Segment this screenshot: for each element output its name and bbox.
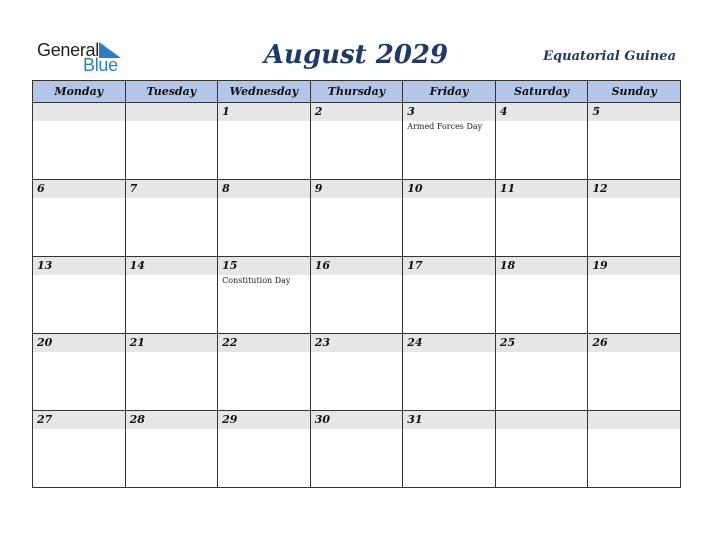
- day-number: 9: [311, 180, 403, 198]
- day-cell[interactable]: [125, 334, 218, 411]
- day-cell[interactable]: [495, 257, 588, 334]
- calendar-grid: [32, 80, 681, 488]
- day-cell[interactable]: [218, 334, 311, 411]
- day-cell[interactable]: [403, 257, 496, 334]
- weekday-header: Tuesday: [125, 81, 218, 103]
- day-number: 10: [403, 180, 495, 198]
- day-number: 1: [218, 103, 310, 121]
- weekday-header: Friday: [403, 81, 496, 103]
- day-cell[interactable]: [125, 257, 218, 334]
- day-number: 8: [218, 180, 310, 198]
- day-cell[interactable]: [403, 334, 496, 411]
- day-number: 29: [218, 411, 310, 429]
- day-cell[interactable]: [33, 334, 126, 411]
- day-cell[interactable]: [310, 257, 403, 334]
- day-cell[interactable]: [218, 411, 311, 488]
- day-number: 12: [588, 180, 680, 198]
- day-cell[interactable]: [588, 334, 681, 411]
- day-cell[interactable]: [588, 411, 681, 488]
- day-number: 21: [126, 334, 218, 352]
- logo-text-general: General: [37, 40, 99, 60]
- day-number: 31: [403, 411, 495, 429]
- day-number: 2: [311, 103, 403, 121]
- holiday-label: Constitution Day: [222, 276, 291, 285]
- day-number: 15: [218, 257, 310, 275]
- day-cell[interactable]: [403, 411, 496, 488]
- day-number: 14: [126, 257, 218, 275]
- day-number: 6: [33, 180, 125, 198]
- day-cell[interactable]: [33, 257, 126, 334]
- day-cell[interactable]: [33, 103, 126, 180]
- day-cell[interactable]: [310, 180, 403, 257]
- day-cell[interactable]: [218, 103, 311, 180]
- day-number: 25: [496, 334, 588, 352]
- day-number: [496, 411, 588, 429]
- day-cell[interactable]: [403, 180, 496, 257]
- day-cell[interactable]: [495, 334, 588, 411]
- weekday-header: Wednesday: [218, 81, 311, 103]
- day-cell[interactable]: [33, 180, 126, 257]
- day-number: 3: [403, 103, 495, 121]
- day-cell[interactable]: [495, 180, 588, 257]
- logo-text-blue: Blue: [83, 55, 118, 75]
- week-row: [33, 103, 681, 180]
- day-cell[interactable]: [218, 257, 311, 334]
- weekday-header: Saturday: [495, 81, 588, 103]
- day-cell[interactable]: [588, 103, 681, 180]
- day-cell[interactable]: [588, 257, 681, 334]
- day-cell[interactable]: [310, 334, 403, 411]
- weekday-header-row: [33, 81, 681, 103]
- day-number: 20: [33, 334, 125, 352]
- day-number: 23: [311, 334, 403, 352]
- day-number: [33, 103, 125, 121]
- day-number: 11: [496, 180, 588, 198]
- day-number: 24: [403, 334, 495, 352]
- day-number: 16: [311, 257, 403, 275]
- weekday-header: Sunday: [588, 81, 681, 103]
- day-number: 19: [588, 257, 680, 275]
- day-cell[interactable]: [588, 180, 681, 257]
- day-cell[interactable]: [125, 411, 218, 488]
- week-row: [33, 257, 681, 334]
- week-row: [33, 334, 681, 411]
- day-cell[interactable]: [495, 411, 588, 488]
- weekday-header: Thursday: [310, 81, 403, 103]
- day-number: [588, 411, 680, 429]
- day-number: 27: [33, 411, 125, 429]
- day-cell[interactable]: [125, 180, 218, 257]
- day-number: 28: [126, 411, 218, 429]
- day-number: 17: [403, 257, 495, 275]
- day-number: 22: [218, 334, 310, 352]
- day-cell[interactable]: [33, 411, 126, 488]
- day-cell[interactable]: [310, 103, 403, 180]
- day-number: [126, 103, 218, 121]
- calendar-title: August 2029: [263, 40, 449, 70]
- week-row: [33, 180, 681, 257]
- weekday-header: Monday: [33, 81, 126, 103]
- day-cell[interactable]: [218, 180, 311, 257]
- day-number: 26: [588, 334, 680, 352]
- day-number: 5: [588, 103, 680, 121]
- day-number: 18: [496, 257, 588, 275]
- day-cell[interactable]: [125, 103, 218, 180]
- day-cell[interactable]: [495, 103, 588, 180]
- holiday-label: Armed Forces Day: [407, 122, 483, 131]
- day-number: 13: [33, 257, 125, 275]
- day-number: 7: [126, 180, 218, 198]
- day-cell[interactable]: [310, 411, 403, 488]
- day-cell[interactable]: [403, 103, 496, 180]
- country-name: Equatorial Guinea: [543, 49, 676, 64]
- week-row: [33, 411, 681, 488]
- day-number: 4: [496, 103, 588, 121]
- day-number: 30: [311, 411, 403, 429]
